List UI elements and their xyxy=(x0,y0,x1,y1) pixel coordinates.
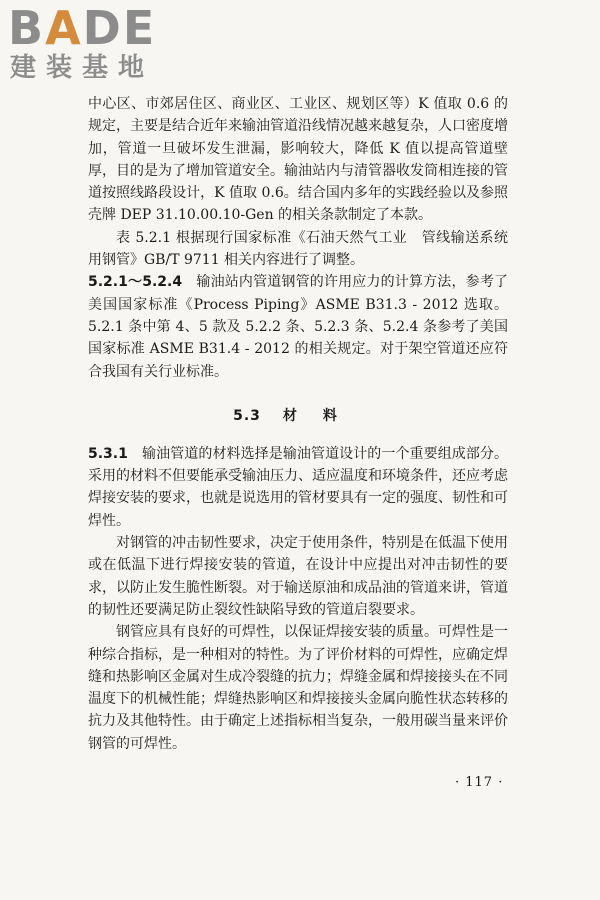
logo-wordmark: BADE xyxy=(8,1,157,55)
section-title: 材料 xyxy=(282,407,363,424)
clause-number: 5.3.1 xyxy=(88,445,128,462)
paragraph-table-5-2-1: 表 5.2.1 根据现行国家标准《石油天然气工业 管线输送系统用钢管》GB/T 9711 相关内容进行了调整。 xyxy=(88,229,508,269)
section-number: 5.3 xyxy=(233,407,261,424)
paragraph-5-3-1 xyxy=(88,443,508,532)
paragraph-k-value: 中心区、市郊居住区、商业区、工业区、规划区等）K 值取 0.6 的规定，主要是结合近年来输油管道沿线情况越来越复杂，人口密度增加，管道一旦破坏发生泄漏，影响较大，降低 K 值以提高管道壁厚，目的是为了增加管道安全。输油站内与清管器收发筒相连接的管道按照线路段设计，K 值取 0.6。结合国内多年的实践经验以及参照壳牌 DEP 31.10.00.10-Gen 的相关条款制定了本款。 xyxy=(88,96,508,224)
watermark-logo xyxy=(6,1,176,94)
clause-text: 输油管道的材料选择是输油管道设计的一个重要组成部分。采用的材料不但要能承受输油压力、适应温度和环境条件，还应考虑焊接安装的要求，也就是说选用的管材要具有一定的强度、韧性和可焊性。 xyxy=(88,445,509,529)
clause-number: 5.2.1～5.2.4 xyxy=(88,274,183,291)
page-number: · 117 · xyxy=(455,775,504,790)
section-heading xyxy=(88,405,508,425)
paragraph-impact-toughness: 对钢管的冲击韧性要求，决定于使用条件，特别是在低温下使用或在低温下进行焊接安装的管道，在设计中应提出对冲击韧性的要求，以防止发生脆性断裂。对于输送原油和成品油的管道来讲，管道的韧性还要满足防止裂纹性缺陷导致的管道启裂要求。 xyxy=(88,535,508,618)
paragraph-weldability: 钢管应具有良好的可焊性，以保证焊接安装的质量。可焊性是一种综合指标，是一种相对的特性。为了评价材料的可焊性，应确定焊缝和热影响区金属对生成冷裂缝的抗力；焊缝金属和焊接接头在不同温度下的机械性能；焊缝热影响区和焊接接头金属向脆性状态转移的抗力及其他特性。由于确定上述指标相当复杂，一般用碳当量来评价钢管的可焊性。 xyxy=(88,624,508,752)
logo-chinese-text: 建装基地 xyxy=(10,53,155,83)
paragraph-5-2-1-to-5-2-4 xyxy=(88,271,508,382)
clause-text: 输油站内管道钢管的许用应力的计算方法，参考了美国国家标准《Process Piping》ASME B31.3 - 2012 选取。5.2.1 条中第 4、5 款及 5.2.2 条、5.2.3 条、5.2.4 条参考了美国国家标准 ASME B31.4 - 2012 的相关规定。对于架空管道还应符合我国有关行业标准。 xyxy=(88,274,508,380)
page-body xyxy=(88,93,508,755)
